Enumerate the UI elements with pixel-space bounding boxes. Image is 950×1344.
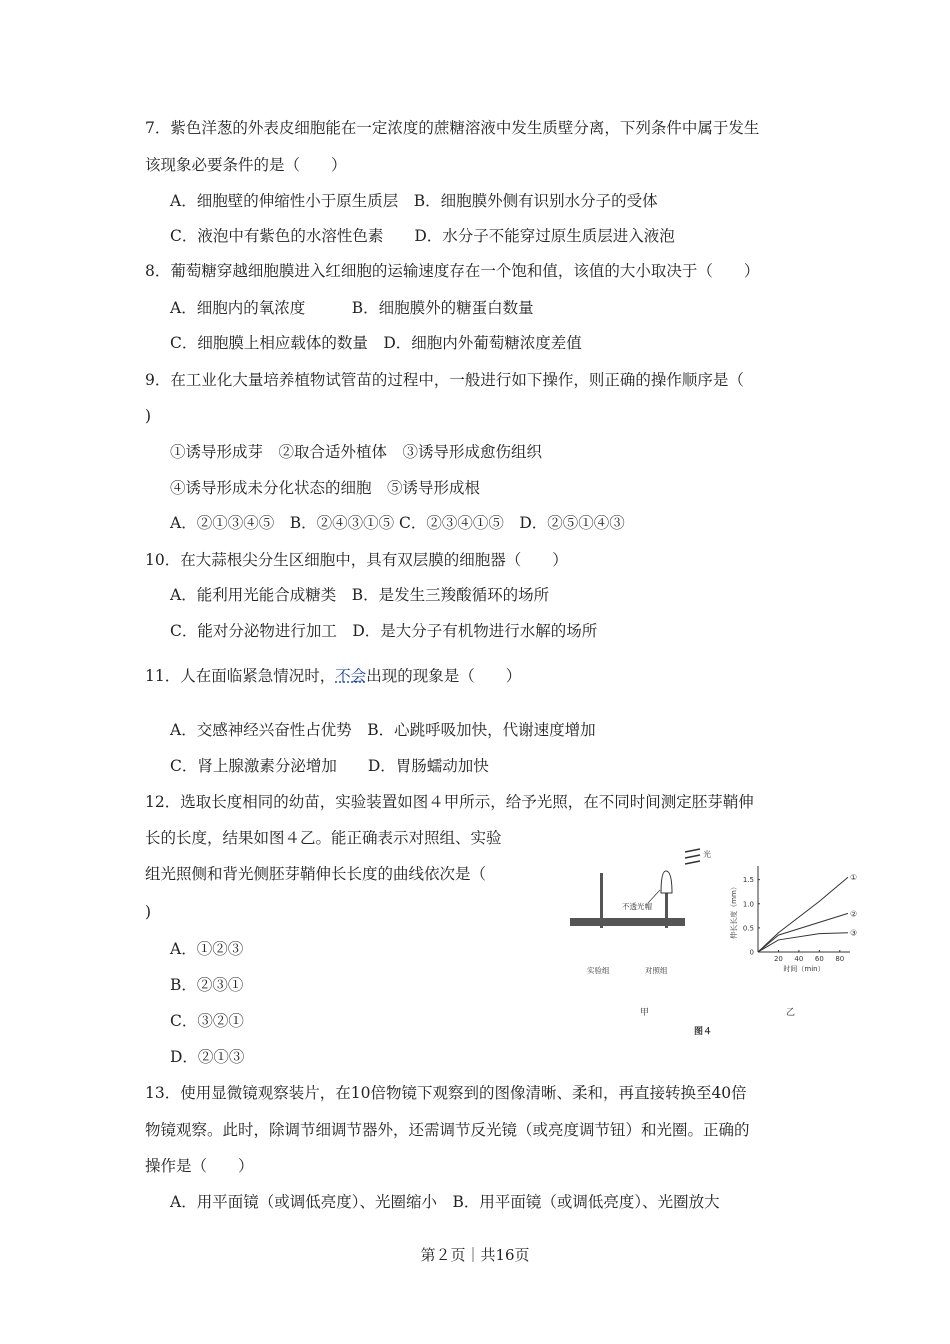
q8-option-cd: C．细胞膜上相应载体的数量 D．细胞内外葡萄糖浓度差值 [170, 334, 582, 352]
panel-jia: 甲 [640, 1008, 650, 1018]
figure-4 [560, 835, 860, 1040]
experiment-label: 实验组 [587, 966, 610, 975]
series-label-2: ② [849, 909, 858, 919]
q12-line3: 组光照侧和背光侧胚芽鞘伸长长度的曲线依次是（ [145, 865, 487, 883]
q10-option-ab: A．能利用光能合成糖类 B．是发生三羧酸循环的场所 [170, 586, 550, 604]
control-seedling [665, 890, 668, 928]
q11-pre: 11．人在面临紧急情况时， [145, 667, 336, 685]
panel-yi: 乙 [786, 1008, 796, 1018]
q13-line2: 物镜观察。此时，除调节细调节器外，还需调节反光镜（或亮度调节钮）和光圈。正确的 [145, 1121, 750, 1139]
q9-line2: ) [145, 407, 152, 425]
q13-option-ab: A．用平面镜（或调低亮度）、光圈缩小 B．用平面镜（或调低亮度）、光圈放大 [170, 1193, 720, 1211]
y-tick-label: 0 [749, 948, 754, 957]
y-tick-label: 1.0 [742, 900, 754, 909]
q12-line2: 长的长度，结果如图４乙。能正确表示对照组、实验 [145, 829, 502, 847]
q7-option-cd: C．液泡中有紫色的水溶性色素 D．水分子不能穿过原生质层进入液泡 [170, 227, 675, 245]
q12-line1: 12．选取长度相同的幼苗，实验装置如图４甲所示，给予光照，在不同时间测定胚芽鞘伸 [145, 793, 754, 811]
y-axis-label: 伸长长度（mm） [730, 883, 738, 939]
series-label-3: ③ [849, 928, 858, 938]
opaque-cap [661, 871, 672, 893]
page-footer: 第２页｜共16页 [420, 1246, 530, 1264]
cap-label: 不透光帽 [622, 902, 652, 911]
q12-option-d: D．②①③ [170, 1048, 245, 1066]
q9-line1: 9．在工业化大量培养植物试管苗的过程中，一般进行如下操作，则正确的操作顺序是（ [145, 371, 744, 389]
q9-steps1: ①诱导形成芽 ②取合适外植体 ③诱导形成愈伤组织 [170, 443, 543, 461]
x-tick-label: 80 [835, 955, 845, 963]
q11-option-ab: A．交感神经兴奋性占优势 B．心跳呼吸加快，代谢速度增加 [170, 721, 596, 739]
q7-line1: 7．紫色洋葱的外表皮细胞能在一定浓度的蔗糖溶液中发生质壁分离，下列条件中属于发生 [145, 119, 760, 137]
y-tick-label: 1.5 [742, 876, 754, 885]
x-tick-label: 20 [773, 955, 783, 963]
y-tick-label: 0.5 [742, 924, 754, 933]
light-label: 光 [703, 850, 711, 859]
q13-line1: 13．使用显微镜观察装片，在10倍物镜下观察到的图像清晰、柔和，再直接转换至40倍 [145, 1084, 747, 1102]
q11-emphasis: 不会 [335, 667, 367, 685]
growth-chart [729, 866, 857, 973]
control-label: 对照组 [645, 966, 668, 975]
q12-line4: ) [145, 903, 152, 921]
q12-option-c: C．③②① [170, 1012, 244, 1030]
q13-line3: 操作是（ ） [145, 1157, 254, 1175]
figure-title: 图４ [694, 1027, 713, 1037]
x-axis-label: 时间（min） [783, 965, 825, 973]
x-tick-label: 40 [794, 955, 804, 963]
q9-steps2: ④诱导形成未分化状态的细胞 ⑤诱导形成根 [170, 479, 481, 497]
series-line-3 [758, 933, 848, 952]
q11-post: 出现的现象是（ ） [366, 667, 522, 685]
q10-line1: 10．在大蒜根尖分生区细胞中，具有双层膜的细胞器（ ） [145, 551, 568, 569]
q10-option-cd: C．能对分泌物进行加工 D．是大分子有机物进行水解的场所 [170, 622, 598, 640]
q7-option-ab: A．细胞壁的伸缩性小于原生质层 B．细胞膜外侧有识别水分子的受体 [170, 192, 658, 210]
light-arrows-icon [685, 849, 700, 864]
q11-option-cd: C．肾上腺激素分泌增加 D．胃肠蠕动加快 [170, 757, 489, 775]
experiment-seedling [600, 873, 603, 928]
q8-line1: 8．葡萄糖穿越细胞膜进入红细胞的运输速度存在一个饱和值，该值的大小取决于（ ） [145, 262, 760, 280]
q11-line1 [145, 666, 521, 686]
q7-line2: 该现象必要条件的是（ ） [145, 156, 347, 174]
q9-options: A．②①③④⑤ B．②④③①⑤ C．②③④①⑤ D．②⑤①④③ [170, 514, 625, 532]
q8-option-ab: A．细胞内的氧浓度 B．细胞膜外的糖蛋白数量 [170, 299, 534, 317]
q12-option-b: B．②③① [170, 976, 244, 994]
q12-option-a: A．①②③ [170, 940, 244, 958]
series-label-1: ① [849, 873, 858, 883]
x-tick-label: 60 [814, 955, 824, 963]
